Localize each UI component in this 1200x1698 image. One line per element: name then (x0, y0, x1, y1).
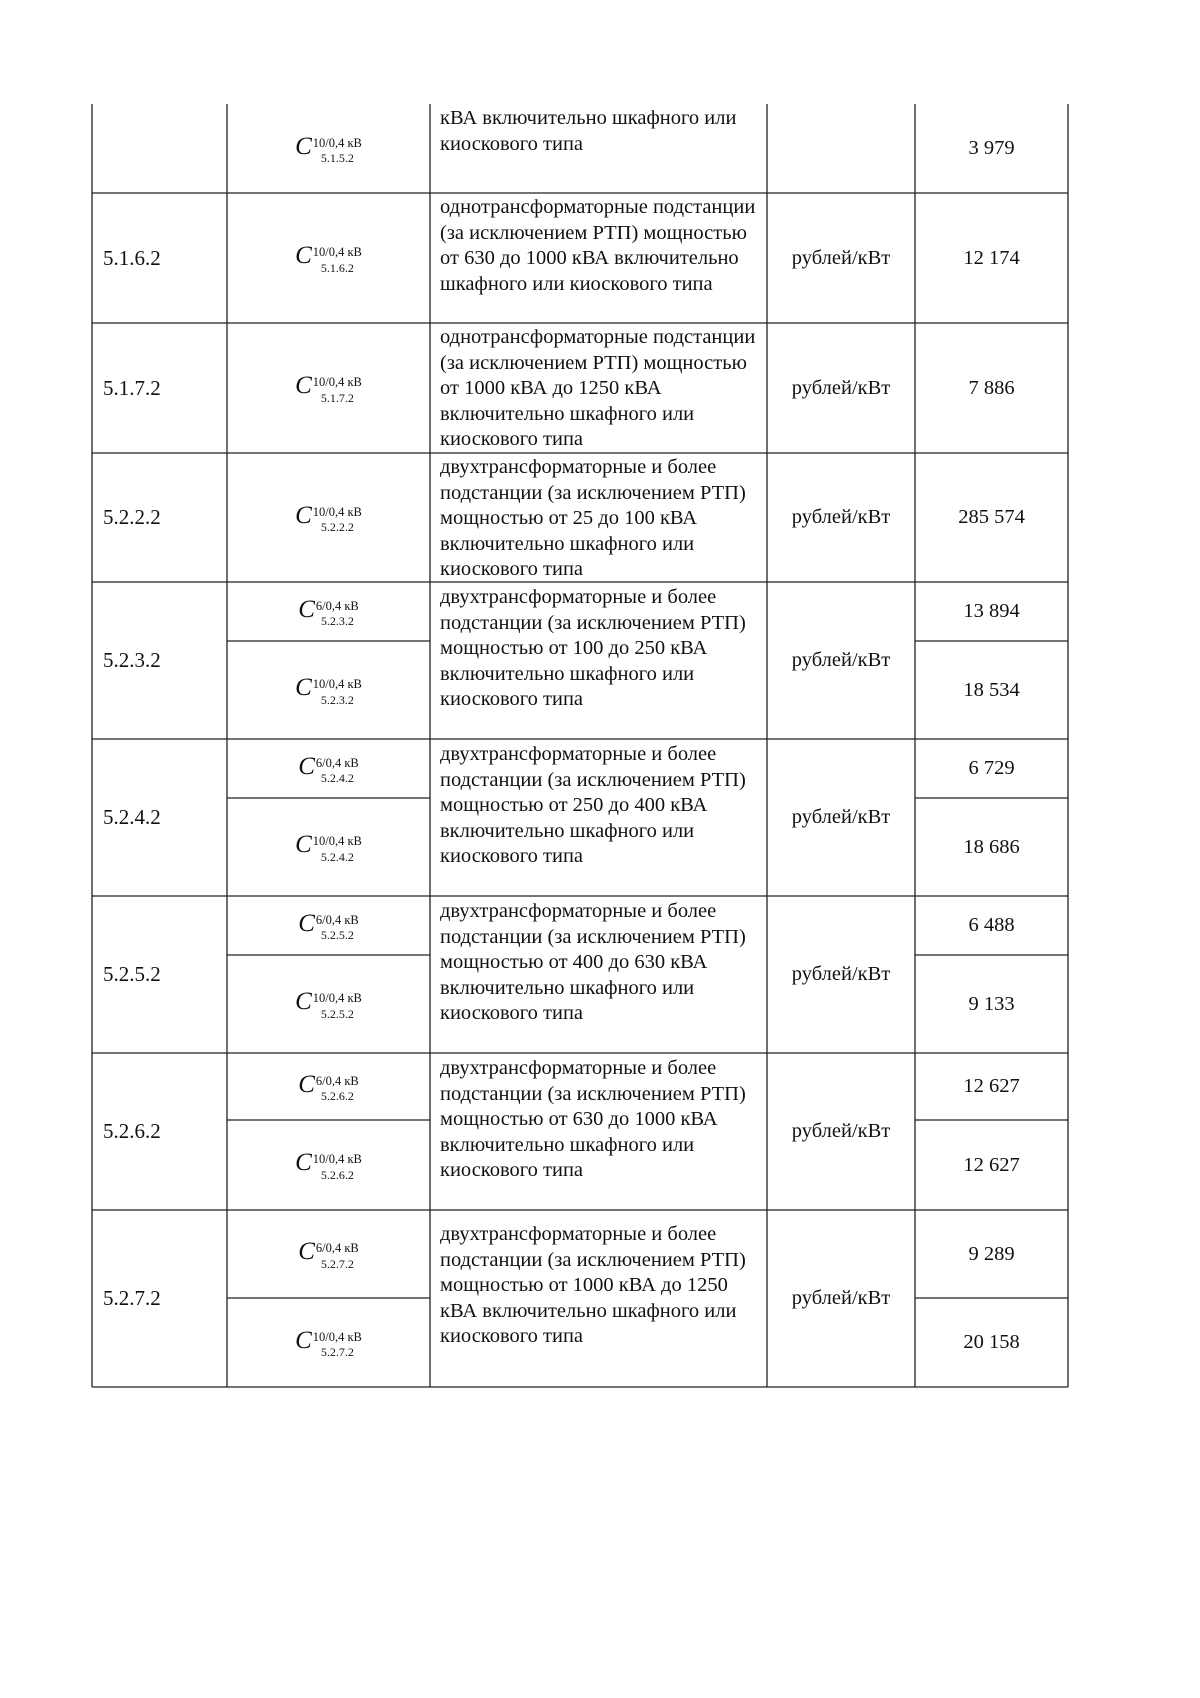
row-code: 5.2.5.2 (103, 962, 161, 986)
row-value: 18 534 (963, 678, 1020, 701)
row-description: однотрансформаторные подстанции (за исключением РТП) мощностью от 1000 кВА до 1250 кВА включительно шкафного или киоскового типа (440, 326, 756, 451)
symbol-cell (227, 1120, 430, 1210)
tariff-symbol (295, 1327, 362, 1358)
row-code: 5.2.3.2 (103, 648, 161, 672)
tariff-symbol (298, 1238, 359, 1269)
symbol-cell (227, 1298, 430, 1387)
symbol-voltage: 6/0,4 кВ (315, 755, 359, 770)
symbol-index: 5.2.6.2 (320, 1167, 354, 1182)
row-value: 7 886 (968, 376, 1015, 399)
symbol-cell (227, 193, 430, 323)
symbol-voltage: 10/0,4 кВ (312, 1329, 362, 1344)
row-unit: рублей/кВт (791, 246, 891, 269)
tariff-symbol (295, 1149, 362, 1180)
symbol-index: 5.1.7.2 (320, 390, 354, 405)
symbol-letter: C (298, 1238, 315, 1266)
row-code: 5.2.2.2 (103, 505, 161, 529)
symbol-cell (227, 739, 430, 798)
symbol-letter: C (295, 988, 312, 1016)
row-code: 5.1.7.2 (103, 375, 161, 400)
row-code (92, 104, 227, 193)
symbol-index: 5.2.4.2 (320, 849, 354, 864)
symbol-index: 5.2.2.2 (320, 520, 354, 535)
symbol-cell (227, 798, 430, 896)
tariff-symbol (295, 133, 362, 164)
row-value: 12 627 (963, 1075, 1020, 1097)
row-value: 12 627 (963, 1153, 1020, 1176)
symbol-letter: C (295, 132, 312, 160)
symbol-index: 5.2.7.2 (320, 1256, 354, 1271)
symbol-voltage: 10/0,4 кВ (312, 1152, 362, 1167)
symbol-cell (227, 641, 430, 739)
symbol-voltage: 6/0,4 кВ (315, 912, 359, 927)
row-description: двухтрансформаторные и более подстанции (за исключением РТП) мощностью от 1000 кВА до 1250 кВА включительно шкафного или киоскового типа (440, 1223, 746, 1348)
row-unit: рублей/кВт (791, 506, 891, 528)
row-unit: рублей/кВт (791, 963, 891, 985)
symbol-index: 5.2.5.2 (320, 928, 354, 943)
row-code: 5.2.4.2 (103, 805, 161, 829)
symbol-letter: C (298, 1070, 315, 1098)
row-value: 12 174 (963, 246, 1020, 269)
symbol-letter: C (295, 1326, 312, 1354)
symbol-letter: C (295, 674, 312, 702)
symbol-cell (227, 1053, 430, 1120)
row-value: 3 979 (968, 137, 1015, 159)
symbol-cell (227, 323, 430, 453)
symbol-cell (227, 896, 430, 955)
symbol-voltage: 6/0,4 кВ (315, 1241, 359, 1256)
symbol-index: 5.2.3.2 (320, 614, 354, 629)
row-description: двухтрансформаторные и более подстанции (за исключением РТП) мощностью от 630 до 1000 кВА включительно шкафного или киоскового типа (440, 1057, 746, 1182)
tariff-symbol (295, 988, 362, 1019)
row-code: 5.2.7.2 (103, 1286, 161, 1310)
row-description: кВА включительно шкафного или киоскового типа (440, 107, 737, 155)
symbol-cell (227, 104, 430, 193)
symbol-index: 5.1.5.2 (320, 151, 354, 166)
row-description: двухтрансформаторные и более подстанции (за исключением РТП) мощностью от 100 до 250 кВА включительно шкафного или киоскового типа (440, 586, 746, 711)
row-unit (767, 104, 915, 193)
symbol-cell (227, 582, 430, 641)
symbol-cell (227, 955, 430, 1053)
row-description: однотрансформаторные подстанции (за исключением РТП) мощностью от 630 до 1000 кВА включительно шкафного или киоскового типа (440, 196, 756, 295)
row-unit: рублей/кВт (791, 1120, 891, 1142)
symbol-letter: C (295, 372, 312, 400)
symbol-voltage: 10/0,4 кВ (312, 677, 362, 692)
row-code: 5.2.6.2 (103, 1119, 161, 1143)
symbol-index: 5.2.3.2 (320, 692, 354, 707)
row-value: 6 729 (968, 757, 1015, 779)
row-unit: рублей/кВт (791, 649, 891, 671)
tariff-symbol (295, 831, 362, 862)
row-description: двухтрансформаторные и более подстанции (за исключением РТП) мощностью от 25 до 100 кВА включительно шкафного или киоскового типа (440, 456, 746, 581)
row-value: 13 894 (963, 600, 1020, 622)
row-code: 5.1.6.2 (103, 245, 161, 270)
row-description: двухтрансформаторные и более подстанции (за исключением РТП) мощностью от 250 до 400 кВА включительно шкафного или киоскового типа (440, 743, 746, 868)
row-value: 6 488 (968, 914, 1015, 936)
tariff-symbol (298, 753, 359, 784)
row-value: 9 289 (968, 1242, 1015, 1265)
symbol-letter: C (295, 242, 312, 270)
symbol-letter: C (295, 501, 312, 529)
symbol-letter: C (298, 909, 315, 937)
row-value: 20 158 (963, 1331, 1020, 1353)
symbol-index: 5.2.6.2 (320, 1089, 354, 1104)
symbol-cell (227, 1210, 430, 1298)
symbol-letter: C (298, 595, 315, 623)
symbol-letter: C (295, 1149, 312, 1177)
row-unit: рублей/кВт (791, 376, 891, 399)
symbol-voltage: 10/0,4 кВ (312, 245, 362, 260)
symbol-voltage: 6/0,4 кВ (315, 1073, 359, 1088)
row-unit: рублей/кВт (791, 806, 891, 828)
tariff-symbol (295, 674, 362, 705)
symbol-index: 5.2.4.2 (320, 771, 354, 786)
symbol-cell (227, 453, 430, 582)
symbol-letter: C (295, 831, 312, 859)
tariff-symbol (295, 502, 362, 533)
symbol-voltage: 10/0,4 кВ (312, 375, 362, 390)
symbol-voltage: 10/0,4 кВ (312, 834, 362, 849)
row-value: 18 686 (963, 835, 1020, 858)
tariff-symbol (298, 910, 359, 941)
row-value: 285 574 (958, 506, 1025, 528)
symbol-voltage: 10/0,4 кВ (312, 135, 362, 150)
row-value: 9 133 (968, 992, 1015, 1015)
tariff-symbol (298, 596, 359, 627)
symbol-voltage: 10/0,4 кВ (312, 991, 362, 1006)
symbol-letter: C (298, 752, 315, 780)
symbol-voltage: 6/0,4 кВ (315, 598, 359, 613)
symbol-index: 5.2.5.2 (320, 1006, 354, 1021)
symbol-index: 5.1.6.2 (320, 260, 354, 275)
tariff-symbol (295, 372, 362, 403)
symbol-voltage: 10/0,4 кВ (312, 504, 362, 519)
symbol-index: 5.2.7.2 (320, 1345, 354, 1360)
row-unit: рублей/кВт (791, 1287, 891, 1309)
row-description: двухтрансформаторные и более подстанции (за исключением РТП) мощностью от 400 до 630 кВА включительно шкафного или киоскового типа (440, 900, 746, 1025)
tariff-symbol (298, 1071, 359, 1102)
tariff-symbol (295, 242, 362, 273)
